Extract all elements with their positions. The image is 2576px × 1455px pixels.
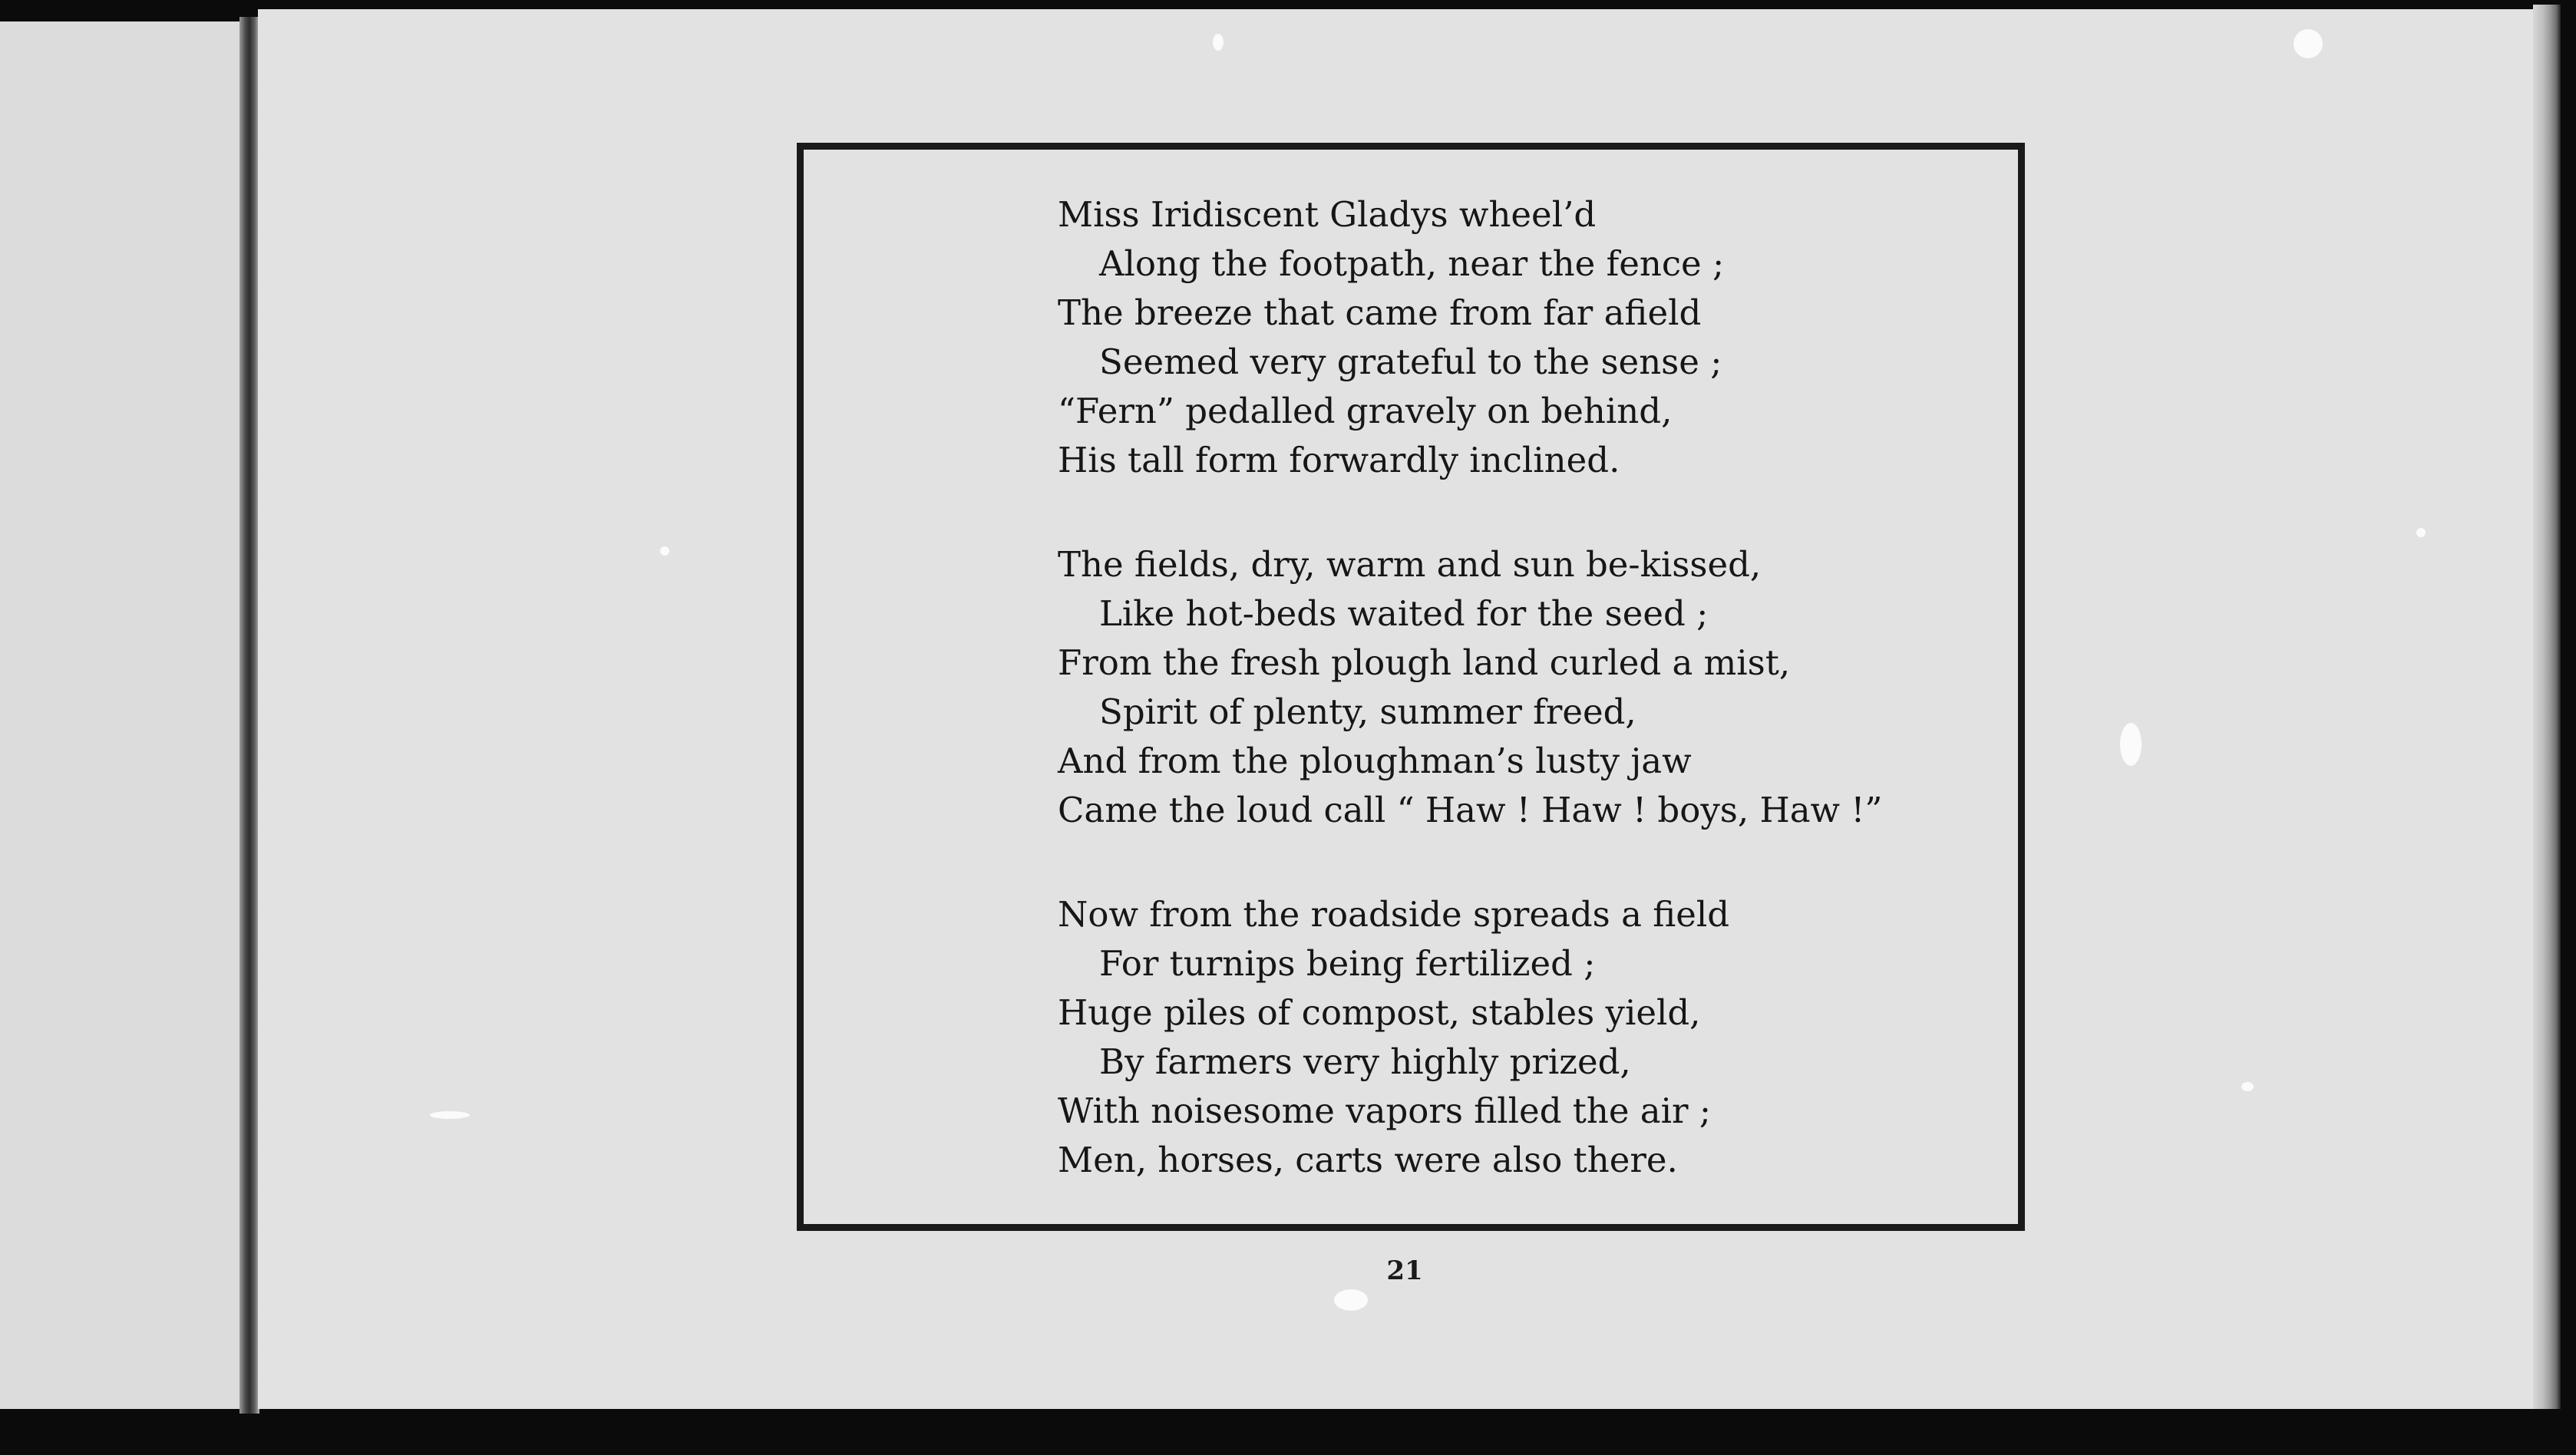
poem-line: Huge piles of compost, stables yield,	[1058, 992, 1701, 1033]
poem-line: By farmers very highly prized,	[1099, 1041, 1631, 1082]
page-edge	[2533, 5, 2561, 1409]
dust-speck	[2120, 723, 2142, 766]
dust-speck	[2416, 528, 2426, 537]
poem-line: Men, horses, carts were also there.	[1058, 1140, 1678, 1180]
stanza-1	[1058, 190, 1979, 485]
dust-speck	[1334, 1289, 1368, 1311]
dust-speck	[2294, 29, 2323, 58]
dust-speck	[660, 546, 669, 556]
poem-line: From the fresh plough land curled a mist,	[1058, 642, 1791, 683]
poem-line: With noisesome vapors filled the air ;	[1058, 1090, 1712, 1131]
poem-line: Like hot-beds waited for the seed ;	[1099, 593, 1709, 634]
poem-line: Miss Iridiscent Gladys wheel’d	[1058, 194, 1597, 235]
stanza-3	[1058, 890, 1979, 1185]
book-gutter	[239, 17, 259, 1414]
poem-line: Spirit of plenty, summer freed,	[1099, 691, 1636, 732]
poem-line: For turnips being fertilized ;	[1099, 943, 1596, 984]
dust-speck	[430, 1111, 470, 1119]
poem-line: The breeze that came from far afield	[1058, 292, 1702, 333]
poem-line: And from the ploughman’s lusty jaw	[1058, 741, 1692, 781]
poem-line: Seemed very grateful to the sense ;	[1099, 341, 1722, 382]
poem-line: The fields, dry, warm and sun be-kissed,	[1058, 544, 1762, 585]
dust-speck	[2241, 1082, 2254, 1091]
poem-line: Came the loud call “ Haw ! Haw ! boys, Haw !”	[1058, 790, 1883, 830]
dust-speck	[1213, 34, 1224, 51]
left-page	[0, 21, 247, 1409]
poem-line: “Fern” pedalled gravely on behind,	[1058, 391, 1673, 431]
poem-line: His tall form forwardly inclined.	[1058, 440, 1620, 480]
poem-text	[1058, 190, 1979, 1240]
poem-line: Now from the roadside spreads a field	[1058, 894, 1730, 935]
poem-line: Along the footpath, near the fence ;	[1099, 243, 1725, 284]
page-number: 21	[1386, 1255, 1423, 1286]
stanza-2	[1058, 540, 1979, 835]
